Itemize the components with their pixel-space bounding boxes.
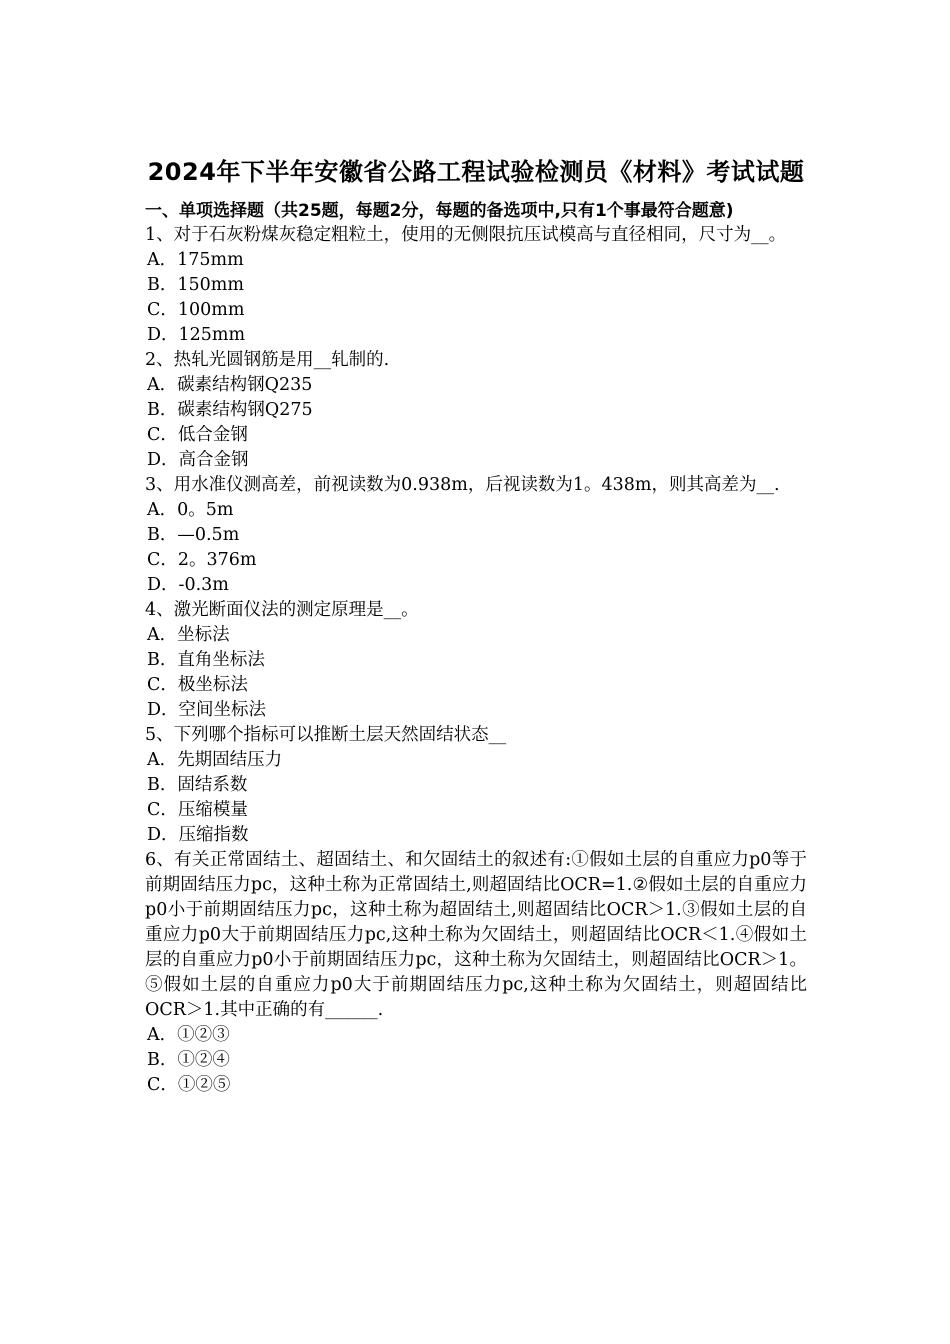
answer-option: C．低合金钢 (147, 425, 248, 445)
section-header: 一、单项选择题（共25题，每题2分，每题的备选项中,只有1个事最符合题意) (145, 201, 734, 221)
answer-option: D．空间坐标法 (147, 700, 267, 720)
answer-option: B．—0.5m (147, 525, 240, 545)
question-text: 3、用水准仪测高差，前视读数为0.938m，后视读数为1。438m，则其高差为__. (145, 475, 780, 495)
answer-option: C．极坐标法 (147, 675, 248, 695)
question-text: 2、热轧光圆钢筋是用__轧制的. (145, 350, 390, 370)
answer-option: C．①②⑤ (147, 1075, 231, 1095)
answer-option: C．100mm (147, 300, 245, 320)
answer-option: B．150mm (147, 275, 244, 295)
question-text: 6、有关正常固结土、超固结土、和欠固结土的叙述有:①假如土层的自重应力p0等于前期固结压力pc，这种土称为正常固结土,则超固结比OCR=1.②假如土层的自重应力p0小于前期固结压力pc，这种土称为超固结土,则超固结比OCR＞1.③假如土层的自重应力p0大于前期固结压力pc,这种土称为欠固结土，则超固结比OCR＜1.④假如土层的自重应力p0小于前期固结压力pc，这种土称为欠固结土，则超固结比OCR＞1。⑤假如土层的自重应力p0大于前期固结压力pc,这种土称为欠固结土，则超固结比OCR＞1.其中正确的有______. (145, 850, 807, 1020)
answer-option: A．先期固结压力 (147, 750, 283, 770)
answer-option: D．高合金钢 (147, 450, 249, 470)
question-text: 1、对于石灰粉煤灰稳定粗粒土，使用的无侧限抗压试模高与直径相同，尺寸为__。 (145, 225, 787, 245)
answer-option: B．直角坐标法 (147, 650, 265, 670)
answer-option: D．125mm (147, 325, 246, 345)
document-page (145, 145, 807, 1098)
answer-option: B．①②④ (147, 1050, 230, 1070)
document-title: 2024年下半年安徽省公路工程试验检测员《材料》考试试题 (147, 158, 805, 186)
question-list (145, 223, 807, 1098)
question-text: 5、下列哪个指标可以推断土层天然固结状态__ (145, 725, 507, 745)
answer-option: A．0。5m (147, 500, 234, 520)
answer-option: A．①②③ (147, 1025, 230, 1045)
answer-option: B．固结系数 (147, 775, 248, 795)
answer-option: A．175mm (147, 250, 244, 270)
answer-option: C．压缩模量 (147, 800, 248, 820)
question-text: 4、激光断面仪法的测定原理是__。 (145, 600, 419, 620)
answer-option: A．碳素结构钢Q235 (147, 375, 313, 395)
answer-option: A．坐标法 (147, 625, 230, 645)
answer-option: C．2。376m (147, 550, 257, 570)
answer-option: D．-0.3m (147, 575, 229, 595)
answer-option: D．压缩指数 (147, 825, 249, 845)
answer-option: B．碳素结构钢Q275 (147, 400, 313, 420)
